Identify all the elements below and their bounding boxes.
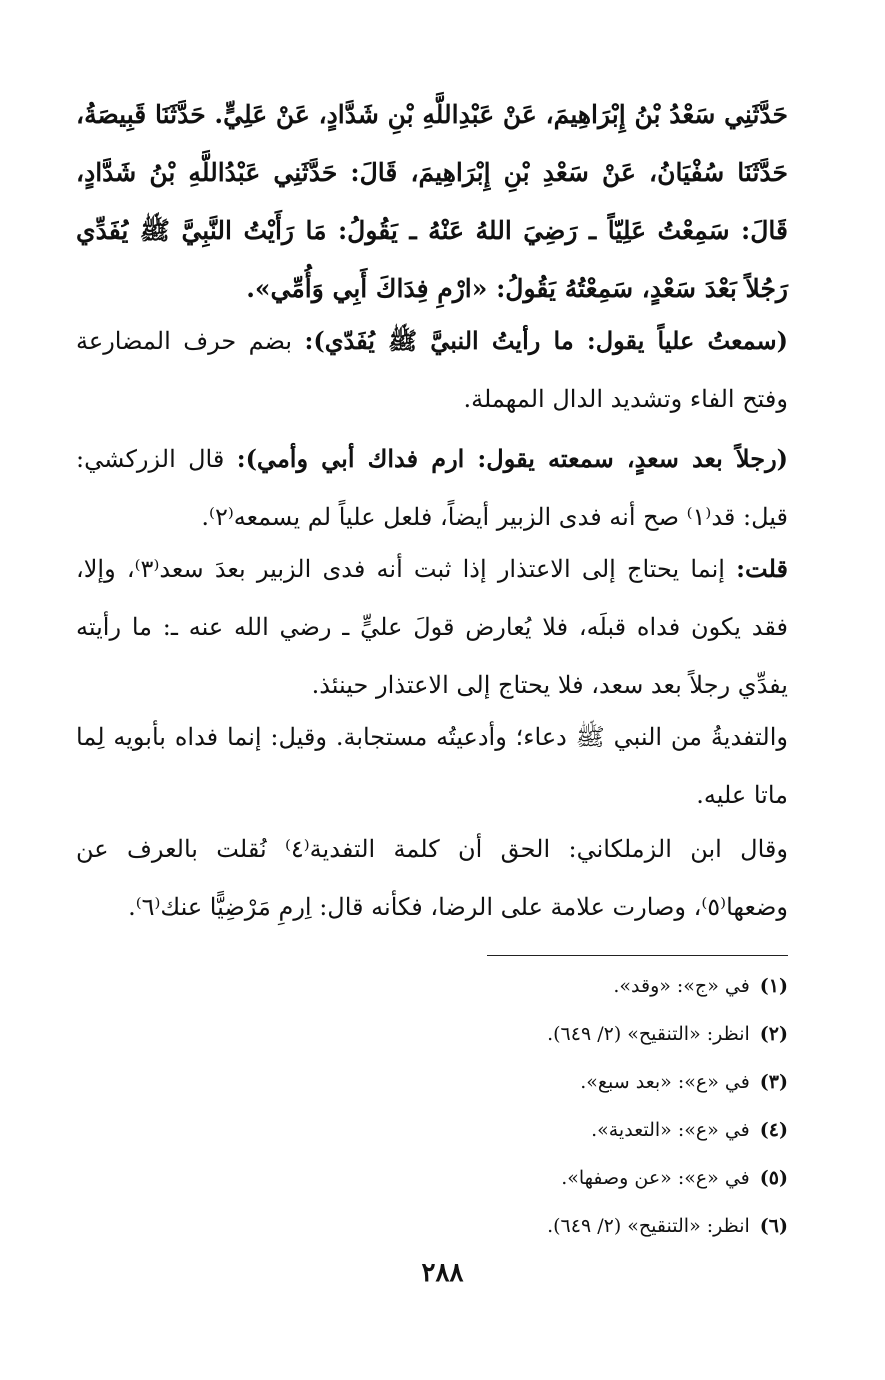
commentary-paragraph <box>76 820 788 936</box>
page-number: ٢٨٨ <box>421 1258 464 1288</box>
footnote-number: (٥) <box>759 1167 788 1189</box>
footnote-divider <box>487 955 788 956</box>
footnote-text: انظر: «التنقيح» (٢/ ٦٤٩). <box>547 1023 750 1045</box>
footnote-text: في «ع»: «بعد سبع». <box>580 1071 750 1093</box>
commentary-text: والتفديةُ من النبي ﷺ دعاء؛ وأدعيتُه مستجابة. وقيل: إنما فداه بأبويه لِما ماتا عليه. <box>76 723 788 809</box>
commentary-lemma: قلت: <box>736 554 789 583</box>
footnote-item <box>440 1058 788 1106</box>
commentary-text: بضم حرف المضارعة وفتح الفاء وتشديد الدال المهملة. <box>76 327 788 413</box>
commentary-lemma: (سمعتُ علياً يقول: ما رأيتُ النبيَّ ﷺ يُفَدّي): <box>304 326 789 355</box>
commentary-paragraph <box>76 312 788 428</box>
footnote-number: (٣) <box>759 1071 788 1093</box>
footnote-number: (٦) <box>759 1215 788 1237</box>
footnote-item <box>440 1154 788 1202</box>
commentary-text: وقال ابن الزملكاني: الحق أن كلمة التفدية⁽٤⁾ نُقلت بالعرف عن وضعها⁽٥⁾، وصارت علامة على الرضا، فكأنه قال: اِرمِ مَرْضِيًّا عنك⁽٦⁾. <box>76 835 788 921</box>
footnote-item <box>440 1010 788 1058</box>
commentary-lemma: (رجلاً بعد سعدٍ، سمعته يقول: ارم فداك أبي وأمي): <box>236 444 789 473</box>
footnote-number: (٤) <box>759 1119 788 1141</box>
footnote-text: في «ع»: «التعدية». <box>591 1119 750 1141</box>
footnote-item <box>440 1106 788 1154</box>
footnote-number: (٢) <box>759 1023 788 1045</box>
footnote-text: في «ج»: «وقد». <box>613 975 750 997</box>
footnote-text: في «ع»: «عن وصفها». <box>561 1167 750 1189</box>
commentary-paragraph <box>76 430 788 546</box>
commentary-text: إنما يحتاج إلى الاعتذار إذا ثبت أنه فدى الزبير بعدَ سعد⁽٣⁾، وإلا، فقد يكون فداه قبلَه، فلا يُعارض قولَ عليٍّ ـ رضي الله عنه ـ: ما رأيته يفدِّي رجلاً بعد سعد، فلا يحتاج إلى الاعتذار حينئذ. <box>76 555 788 699</box>
footnote-item <box>440 962 788 1010</box>
footnote-text: انظر: «التنقيح» (٢/ ٦٤٩). <box>547 1215 750 1237</box>
hadith-text: حَدَّثَنِي سَعْدُ بْنُ إِبْرَاهِيمَ، عَنْ عَبْدِاللَّهِ بْنِ شَدَّادٍ، عَنْ عَلِيٍّ. حَدَّثَنَا قَبِيصَةُ، حَدَّثَنَا سُفْيَانُ، عَنْ سَعْدِ بْنِ إِبْرَاهِيمَ، قَالَ: حَدَّثَنِي عَبْدُاللَّهِ بْنُ شَدَّادٍ، قَالَ: سَمِعْتُ عَلِيّاً ـ رَضِيَ اللهُ عَنْهُ ـ يَقُولُ: مَا رَأَيْتُ النَّبِيَّ ﷺ يُفَدِّي رَجُلاً بَعْدَ سَعْدٍ، سَمِعْتُهُ يَقُولُ: «ارْمِ فِدَاكَ أَبِي وَأُمِّي». <box>76 100 789 303</box>
footnote-item <box>440 1202 788 1250</box>
commentary-paragraph <box>76 540 788 714</box>
commentary-text: قال الزركشي: قيل: قد⁽١⁾ صح أنه فدى الزبير أيضاً، فلعل علياً لم يسمعه⁽٢⁾. <box>76 445 788 531</box>
commentary-paragraph <box>76 708 788 824</box>
footnote-number: (١) <box>759 975 788 997</box>
footnotes <box>440 962 788 1250</box>
